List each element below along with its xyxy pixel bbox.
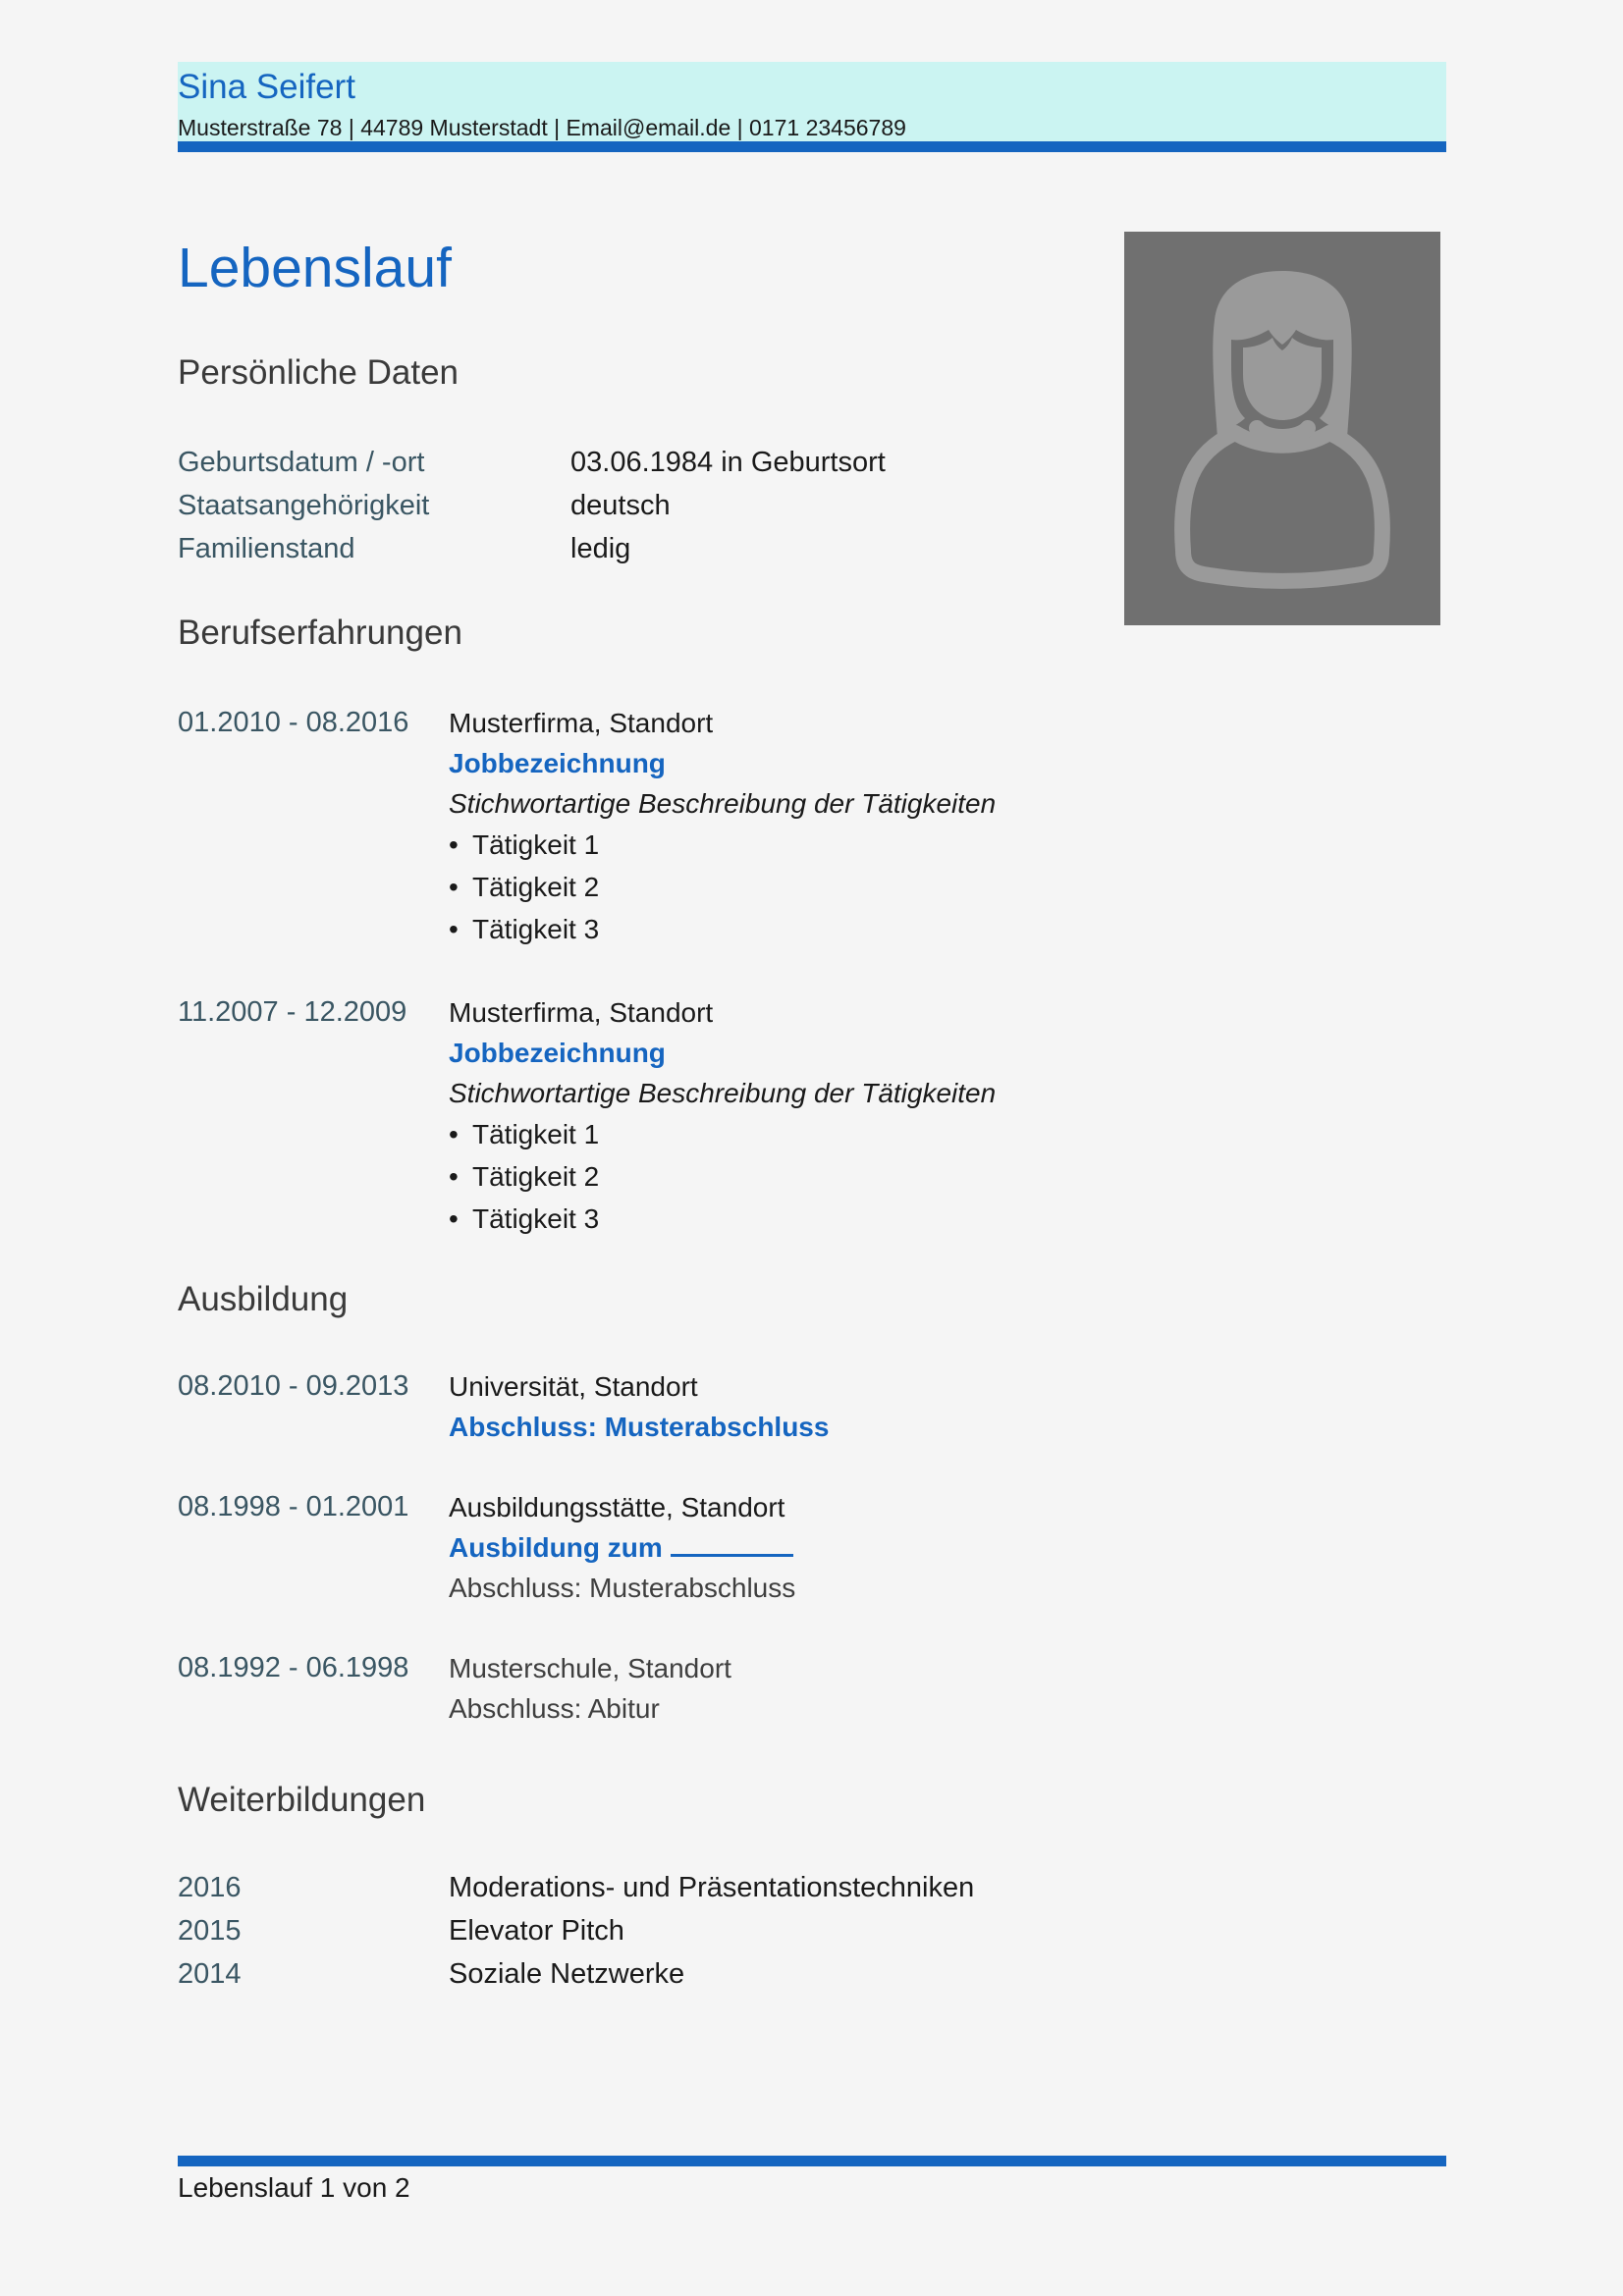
task-text: Tätigkeit 3 [472,1203,600,1234]
section-title-education: Ausbildung [178,1280,349,1318]
header-contact: Musterstraße 78 | 44789 Musterstadt | Email@email.de | 0171 23456789 [178,115,906,140]
entry-date: 01.2010 - 08.2016 [178,707,409,738]
bullet-icon: • [449,829,459,860]
task-text: Tätigkeit 3 [472,914,600,944]
header-rule [178,141,1446,152]
blank-line [671,1528,793,1557]
header-name: Sina Seifert [178,68,355,106]
list-item [449,1198,996,1240]
entry-date: 08.1992 - 06.1998 [178,1652,409,1683]
task-text: Tätigkeit 1 [472,829,600,860]
bullet-icon: • [449,1161,459,1192]
training-title: Elevator Pitch [449,1915,624,1947]
entry-body [449,1487,795,1608]
training-year: 2016 [178,1872,242,1903]
footer-rule [178,2156,1446,2166]
list-item [449,908,996,950]
section-title-experience: Berufserfahrungen [178,614,462,652]
entry-date: 11.2007 - 12.2009 [178,996,407,1028]
entry-body [449,703,996,950]
section-title-personal: Persönliche Daten [178,353,459,392]
bullet-icon: • [449,914,459,944]
header-band [178,62,1446,152]
entry-degree: Abschluss: Abitur [449,1693,660,1724]
value-nationality: deutsch [570,490,671,521]
label-marital-status: Familienstand [178,533,355,564]
training-year: 2015 [178,1915,242,1947]
entry-description: Stichwortartige Beschreibung der Tätigkeiten [449,1078,997,1108]
entry-institution: Ausbildungsstätte, Standort [449,1492,785,1522]
bullet-icon: • [449,1203,459,1234]
entry-training [449,1527,795,1568]
value-marital-status: ledig [570,533,631,564]
training-title: Moderations- und Präsentationstechniken [449,1872,975,1903]
entry-body [449,992,996,1240]
page-title: Lebenslauf [178,237,452,299]
entry-institution: Universität, Standort [449,1371,698,1402]
list-item [449,824,996,866]
training-year: 2014 [178,1958,242,1990]
entry-company: Musterfirma, Standort [449,708,714,738]
entry-body [449,1648,731,1729]
training-text: Ausbildung zum [449,1532,671,1563]
task-text: Tätigkeit 1 [472,1119,600,1149]
task-list [449,824,996,950]
task-list [449,1113,996,1240]
entry-date: 08.1998 - 01.2001 [178,1491,409,1522]
list-item [449,1113,996,1155]
entry-degree: Abschluss: Musterabschluss [449,1573,796,1603]
label-nationality: Staatsangehörigkeit [178,490,430,521]
list-item [449,1155,996,1198]
task-text: Tätigkeit 2 [472,1161,600,1192]
training-title: Soziale Netzwerke [449,1958,685,1990]
entry-date: 08.2010 - 09.2013 [178,1370,409,1402]
task-text: Tätigkeit 2 [472,872,600,902]
list-item [449,866,996,908]
bullet-icon: • [449,1119,459,1149]
entry-degree: Abschluss: Musterabschluss [449,1412,830,1442]
user-avatar-icon [1124,232,1440,625]
value-birth: 03.06.1984 in Geburtsort [570,447,886,478]
entry-job-title: Jobbezeichnung [449,748,666,778]
entry-description: Stichwortartige Beschreibung der Tätigkeiten [449,788,997,819]
section-title-further-training: Weiterbildungen [178,1781,426,1819]
label-birth: Geburtsdatum / -ort [178,447,425,478]
entry-company: Musterfirma, Standort [449,997,714,1028]
entry-job-title: Jobbezeichnung [449,1038,666,1068]
profile-photo [1124,232,1440,625]
entry-institution: Musterschule, Standort [449,1653,731,1683]
bullet-icon: • [449,872,459,902]
entry-body [449,1366,829,1447]
page-footer: Lebenslauf 1 von 2 [178,2172,410,2203]
